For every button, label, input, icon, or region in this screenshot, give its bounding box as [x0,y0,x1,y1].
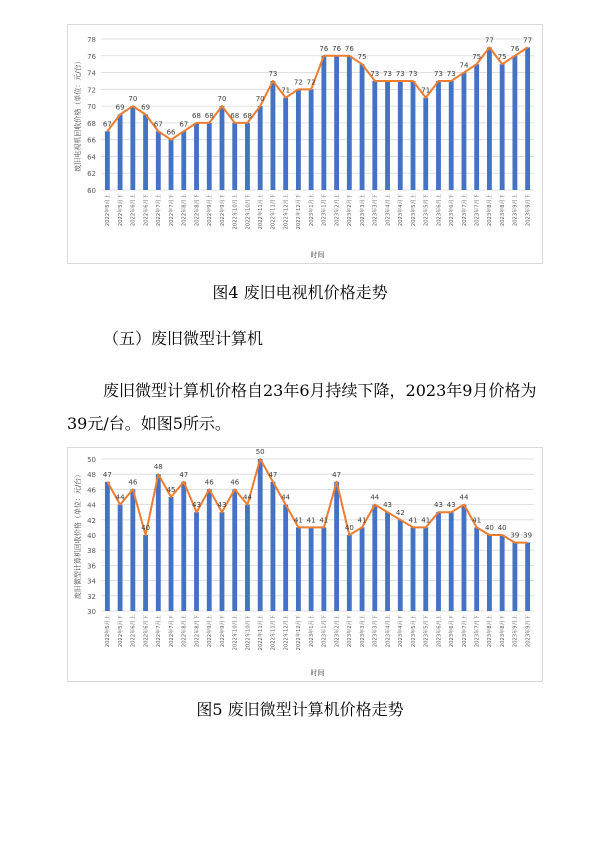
bar [232,489,237,611]
bar [181,482,186,611]
data-label: 68 [204,111,214,120]
x-tick-label: 2022年10月上 [232,194,239,230]
data-label: 73 [370,69,380,78]
x-tick-label: 2023年6月下 [449,194,456,227]
x-tick-label: 2023年4月下 [398,615,405,648]
y-tick-label: 42 [87,516,96,525]
bar [283,98,288,190]
data-label: 77 [523,36,533,45]
bar [347,56,352,190]
x-tick-label: 2022年5月上 [105,194,112,227]
x-tick-label: 2022年10月下 [245,194,252,230]
x-tick-label: 2023年1月下 [321,194,328,227]
bar [449,512,454,611]
x-tick-label: 2022年7月下 [168,194,175,227]
bar [321,527,326,611]
bar [245,123,250,190]
data-label: 47 [102,470,112,479]
data-label: 69 [141,103,151,112]
bar [194,512,199,611]
x-tick-label: 2022年8月上 [181,615,188,648]
bar [194,123,199,190]
x-tick-label: 2023年9月下 [525,615,532,648]
bar [385,81,390,190]
x-tick-label: 2022年7月上 [156,615,163,648]
data-label: 41 [319,516,329,525]
x-tick-label: 2022年10月下 [245,615,252,651]
x-tick-label: 2022年11月上 [257,615,264,651]
bar [436,81,441,190]
bar [232,123,237,190]
y-tick-label: 30 [87,608,96,616]
data-label: 47 [332,470,342,479]
y-tick-label: 50 [87,456,96,464]
bar [156,131,161,190]
bar [105,482,110,611]
x-tick-label: 2022年9月下 [219,194,226,227]
bar [411,527,416,611]
data-label: 71 [421,86,431,95]
x-tick-label: 2023年9月上 [512,194,519,227]
data-label: 40 [344,524,354,532]
x-tick-label: 2023年9月下 [525,194,532,227]
x-tick-label: 2023年1月上 [308,615,315,648]
x-tick-label: 2022年11月下 [270,615,277,651]
y-tick-label: 48 [87,471,96,480]
data-label: 41 [408,516,418,525]
chart-pc-svg [68,448,544,683]
x-tick-label: 2023年7月下 [474,194,481,227]
x-tick-label: 2022年7月上 [156,194,163,227]
bar [309,527,314,611]
data-label: 73 [395,69,405,78]
data-label: 43 [383,501,393,510]
y-tick-label: 64 [87,153,96,162]
data-label: 44 [370,493,380,502]
data-label: 67 [102,120,112,129]
x-tick-label: 2023年9月上 [512,615,519,648]
bar [207,489,212,611]
x-tick-label: 2022年12月上 [283,615,290,651]
x-tick-label: 2022年12月下 [296,615,303,651]
y-tick-label: 62 [87,170,96,179]
x-tick-label: 2022年8月上 [181,194,188,227]
data-label: 44 [281,493,291,502]
x-tick-label: 2023年5月上 [410,194,417,227]
bar [474,64,479,190]
y-tick-label: 76 [87,52,96,61]
data-label: 67 [153,120,163,129]
bar [143,115,148,191]
data-label: 68 [192,111,201,120]
x-tick-label: 2023年1月下 [321,615,328,648]
bar [449,81,454,190]
data-label: 71 [281,86,291,95]
data-label: 45 [166,486,176,494]
x-tick-label: 2023年7月上 [461,615,468,648]
data-label: 43 [217,501,227,510]
x-tick-label: 2023年2月下 [347,194,354,227]
x-tick-label: 2022年10月上 [232,615,239,651]
chart-tv-price [67,24,543,264]
data-label: 76 [332,44,342,53]
x-tick-label: 2023年2月下 [347,615,354,648]
bar [372,81,377,190]
bar [220,512,225,611]
bar [487,47,492,190]
data-label: 46 [230,478,240,487]
x-tick-label: 2023年5月下 [423,194,430,227]
data-label: 73 [434,69,443,78]
x-tick-label: 2022年5月下 [117,194,124,227]
bar [398,81,403,190]
data-label: 44 [459,493,469,502]
x-tick-label: 2023年8月上 [487,615,494,648]
data-label: 73 [268,69,278,78]
y-tick-label: 68 [87,119,96,128]
data-label: 76 [319,44,329,53]
data-label: 41 [472,516,482,525]
bar [105,131,110,190]
data-label: 72 [306,78,316,87]
bar [181,131,186,190]
x-tick-label: 2022年9月下 [219,615,226,648]
data-label: 43 [434,501,443,510]
data-label: 72 [293,78,303,87]
data-label: 39 [510,531,520,540]
bar [512,543,517,611]
x-tick-label: 2023年7月上 [461,194,468,227]
bar [321,56,326,190]
data-label: 40 [484,524,494,532]
bar [130,489,135,611]
data-label: 76 [344,44,354,53]
data-label: 73 [446,69,456,78]
bar [245,505,250,611]
bar [512,56,517,190]
bar [500,535,505,611]
x-tick-label: 2023年2月上 [334,194,341,227]
x-tick-label: 2022年8月下 [194,194,201,227]
bar [207,123,212,190]
bar [385,512,390,611]
bar [118,115,123,191]
bar [462,505,467,611]
bar [258,106,263,190]
x-tick-label: 2022年5月下 [117,615,124,648]
bar [296,527,301,611]
chart-pc-price [67,447,543,682]
x-tick-label: 2023年1月上 [308,194,315,227]
bar [398,520,403,611]
data-label: 50 [255,448,265,456]
x-tick-label: 2023年8月下 [499,194,506,227]
data-label: 41 [357,516,367,525]
x-tick-label: 2023年3月下 [372,194,379,227]
y-tick-label: 74 [87,69,96,78]
data-label: 73 [383,69,393,78]
data-label: 69 [115,103,125,112]
bar [169,497,174,611]
y-tick-label: 34 [87,577,96,586]
y-tick-label: 32 [87,592,96,601]
x-tick-label: 2023年2月上 [334,615,341,648]
bar [423,527,428,611]
x-tick-label: 2022年8月下 [194,615,201,648]
bar [283,505,288,611]
data-label: 70 [255,95,265,104]
bar [143,535,148,611]
bar [156,474,161,611]
x-tick-label: 2023年6月下 [449,615,456,648]
x-tick-label: 2022年6月下 [143,615,150,648]
data-label: 68 [242,111,252,120]
data-label: 76 [510,44,520,53]
x-tick-label: 2023年4月下 [398,194,405,227]
y-tick-label: 70 [87,103,96,112]
bar [296,89,301,190]
data-label: 75 [497,53,507,62]
bar [360,527,365,611]
bar [360,64,365,190]
y-tick-label: 72 [87,86,96,95]
data-label: 46 [204,478,214,487]
data-label: 46 [128,478,138,487]
bar [169,140,174,190]
data-label: 70 [128,95,138,104]
data-label: 75 [472,53,482,62]
data-label: 43 [192,501,201,510]
bar [500,64,505,190]
bar [258,459,263,611]
bar [525,543,530,611]
y-tick-label: 36 [87,562,96,571]
bar [436,512,441,611]
bar [334,56,339,190]
x-tick-label: 2023年3月上 [359,194,366,227]
bar [525,47,530,190]
y-tick-label: 38 [87,547,96,556]
x-tick-label: 2022年6月下 [143,194,150,227]
x-tick-label: 2023年7月下 [474,615,481,648]
data-label: 42 [395,508,405,517]
data-label: 74 [459,61,469,70]
data-label: 48 [153,463,163,472]
x-tick-label: 2023年3月下 [372,615,379,648]
x-tick-label: 2022年11月下 [270,194,277,230]
data-label: 44 [115,493,125,502]
data-label: 67 [179,120,189,129]
bar [118,505,123,611]
x-tick-label: 2022年7月下 [168,615,175,648]
section-heading: （五）废旧微型计算机 [103,329,264,348]
data-label: 43 [446,501,456,510]
bar [347,535,352,611]
y-tick-label: 40 [87,532,96,540]
data-label: 41 [306,516,316,525]
data-label: 70 [217,95,227,104]
x-tick-label: 2022年12月下 [296,194,303,230]
x-tick-label: 2023年4月上 [385,194,392,227]
data-label: 77 [484,36,494,45]
data-label: 44 [242,493,252,502]
data-label: 68 [230,111,240,120]
chart-tv-svg [68,25,544,265]
y-axis-title: 废旧电视机回收价格（单位：元/台） [74,57,82,172]
bar [372,505,377,611]
data-label: 66 [166,128,176,137]
y-tick-label: 60 [87,187,96,195]
x-tick-label: 2023年4月上 [385,615,392,648]
x-tick-label: 2022年12月上 [283,194,290,230]
x-tick-label: 2023年5月上 [410,615,417,648]
data-label: 75 [357,53,367,62]
bar [309,89,314,190]
data-label: 40 [141,524,151,532]
x-tick-label: 2022年6月上 [130,194,137,227]
data-label: 40 [497,524,507,532]
y-axis-title: 废旧微型计算机回收价格（单位：元/台） [74,470,82,600]
data-label: 39 [523,531,533,540]
x-tick-label: 2022年6月上 [130,615,137,648]
figure-5-caption: 图5 废旧微型计算机价格走势 [196,700,404,719]
x-tick-label: 2022年9月上 [207,194,214,227]
x-tick-label: 2022年5月上 [105,615,112,648]
figure-4-caption: 图4 废旧电视机价格走势 [212,283,388,302]
data-label: 41 [421,516,431,525]
y-tick-label: 78 [87,36,96,44]
bar [487,535,492,611]
bar [130,106,135,190]
x-tick-label: 2023年8月下 [499,615,506,648]
data-label: 73 [408,69,418,78]
y-tick-label: 46 [87,486,96,495]
bar [271,482,276,611]
x-tick-label: 2022年9月上 [207,615,214,648]
x-tick-label: 2022年11月上 [257,194,264,230]
x-tick-label: 2023年8月上 [487,194,494,227]
bar [334,482,339,611]
bar [462,73,467,190]
x-tick-label: 2023年6月上 [436,194,443,227]
body-paragraph: 废旧微型计算机价格自23年6月持续下降，2023年9月价格为39元/台。如图5所示。 [67,381,537,433]
bar [220,106,225,190]
x-tick-label: 2023年5月下 [423,615,430,648]
x-axis-title: 时间 [310,669,325,677]
x-axis-title: 时间 [310,251,325,259]
data-label: 47 [268,470,278,479]
bar [271,81,276,190]
bar [474,527,479,611]
bar [411,81,416,190]
bar [423,98,428,190]
x-tick-label: 2023年3月上 [359,615,366,648]
data-label: 47 [179,470,189,479]
y-tick-label: 44 [87,501,96,510]
y-tick-label: 66 [87,136,96,145]
x-tick-label: 2023年6月上 [436,615,443,648]
data-label: 41 [293,516,303,525]
